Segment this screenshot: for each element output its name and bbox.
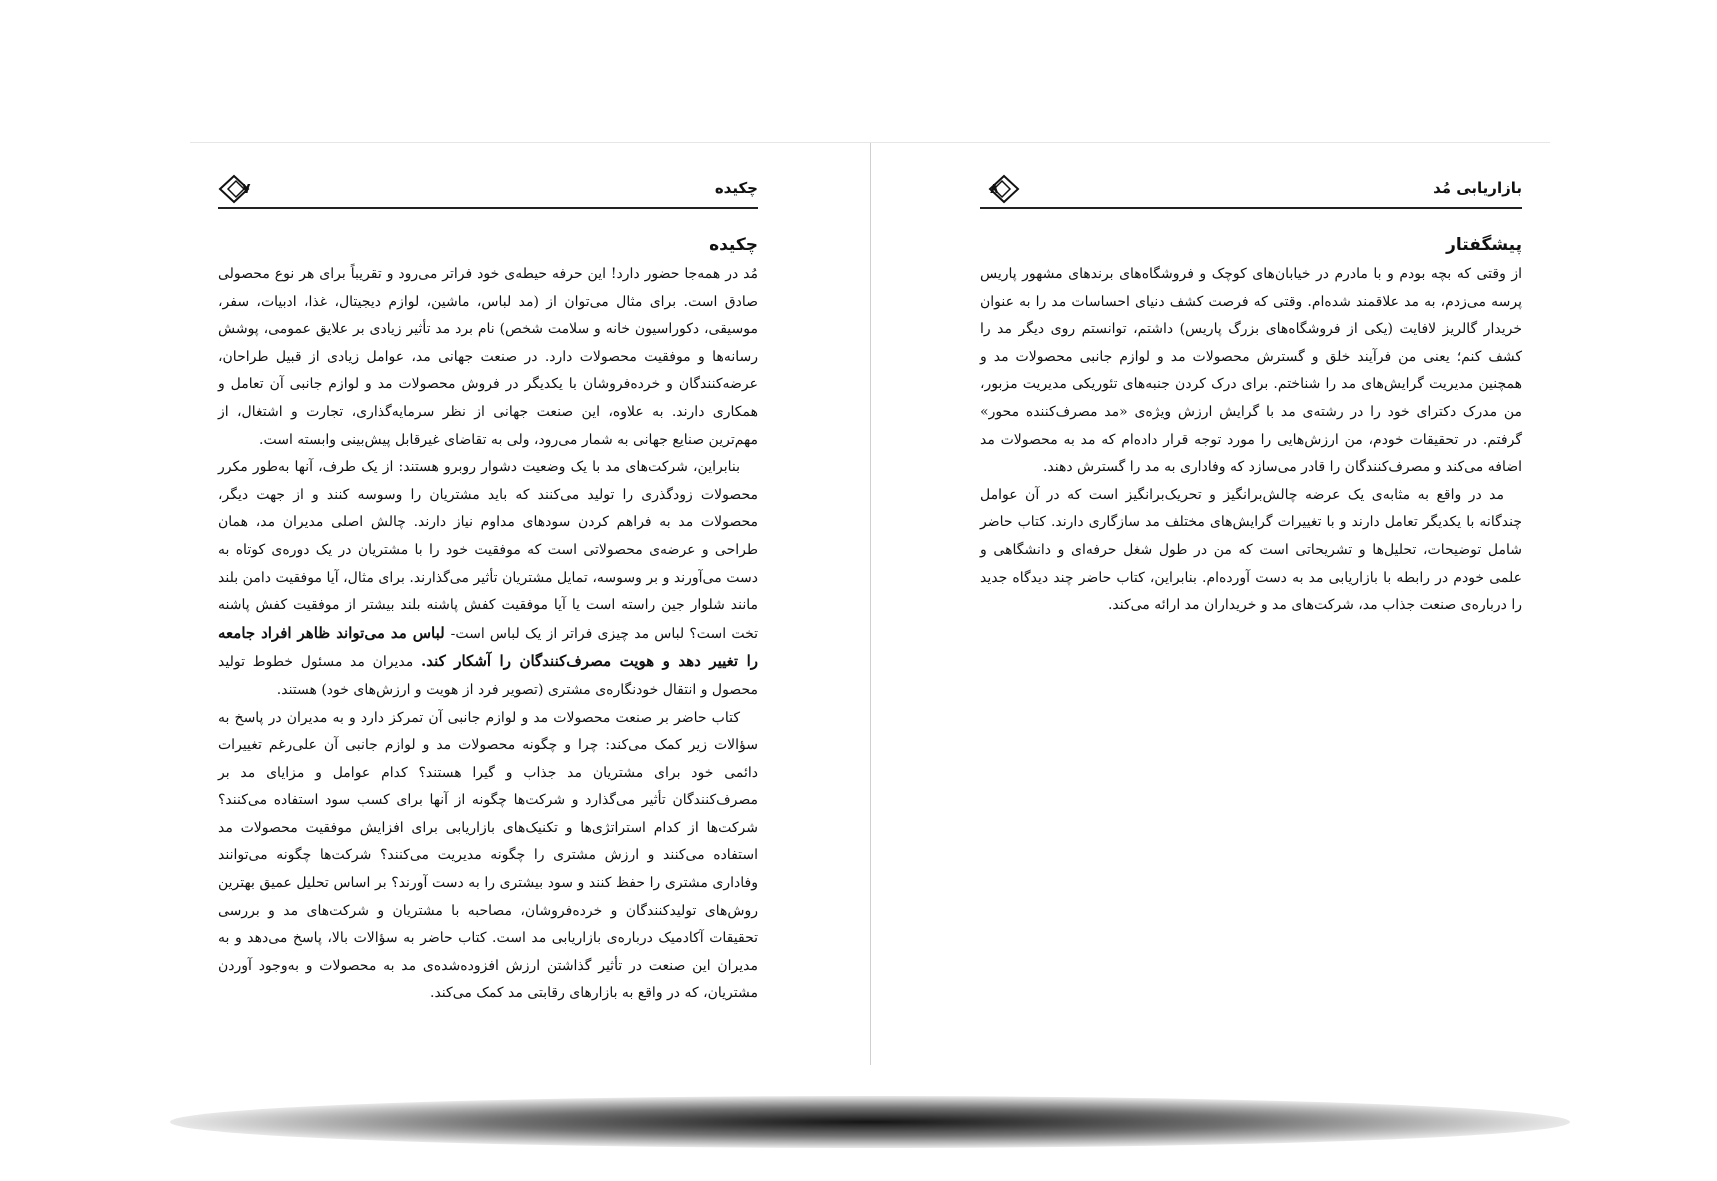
abstract-paragraph-2-end: مدیران مد مسئول خطوط تولید محصول و انتقال خودنگاره‌ی مشتری (تصویر فرد از هویت و ارزش‌های خود) هستند. — [218, 654, 758, 698]
book-shadow — [170, 1096, 1570, 1148]
right-folio — [980, 173, 1020, 205]
preface-paragraph-1: از وقتی که بچه بودم و با مادرم در خیابان‌های کوچک و فروشگاه‌های برندهای مشهور پاریس پرسه می‌زدم، به مد علاقمند شده‌ام. وقتی که فرصت کشف دنیای احساسات مد را به عنوان خریدار گالریز لافایت (یکی از فروشگاه‌های بزرگ پاریس) داشتم، توانستم روی دیگر مد را کشف کنم؛ یعنی من فرآیند خلق و گسترش محصولات مد و لوازم جانبی محصولات مد و همچنین مدیریت گرایش‌های مد را شناختم. برای درک کردن جنبه‌های تئوریکی مدیریت مزبور، من مدرک دکترای خود را در رشته‌ی مد با گرایش ارزش ویژه‌ی «مد مصرف‌کننده محور» گرفتم. در تحقیقات خودم، من ارزش‌هایی را مورد توجه قرار داده‌ام که مد به محصولات مد اضافه می‌کند و مصرف‌کنندگان را قادر می‌سازد که وفاداری به مد را گسترش دهند. — [980, 266, 1522, 476]
abstract-paragraph-3: کتاب حاضر بر صنعت محصولات مد و لوازم جانبی آن تمرکز دارد و به مدیران در پاسخ به سؤالات زیر کمک می‌کند: چرا و چگونه محصولات مد و لوازم جانبی آن علی‌رغم تغییرات دائمی خود برای مشتریان مد جذاب و گیرا هستند؟ کدام عوامل و مزایای مد بر مصرف‌کنندگان تأثیر می‌گذارد و شرکت‌ها چگونه از آنها برای کسب سود استفاده می‌کنند؟ شرکت‌ها از کدام استراتژی‌ها و تکنیک‌های بازاریابی برای افزایش موفقیت محصولات مد استفاده می‌کنند و ارزش مشتری را چگونه مدیریت می‌کنند؟ شرکت‌ها چگونه می‌توانند وفاداری مشتری را حفظ کنند و سود بیشتری را به دست آورند؟ بر اساس تحلیل عمیق بهترین روش‌های تولیدکنندگان و خرده‌فروشان، مصاحبه با مشتریان و شرکت‌های مد و بررسی تحقیقات آکادمیک درباره‌ی بازاریابی مد است. کتاب حاضر به سؤالات بالا، پاسخ می‌دهد و به مدیران این صنعت در تأثیر گذاشتن ارزش افزوده‌شده‌ی مد به محصولات و به‌وجود آوردن مشتریان، که در واقع به بازارهای رقابتی مد کمک می‌کند. — [218, 709, 758, 1002]
abstract-paragraph-2 — [218, 454, 758, 704]
left-running-title: چکیده — [714, 179, 758, 197]
abstract-paragraph-2-start: بنابراین، شرکت‌های مد با یک وضعیت دشوار روبرو هستند: از یک طرف، آنها به‌طور مکرر محصولات زودگذری را تولید می‌کنند که باید مشتریان را وسوسه کنند و از جهت دیگر، محصولات مد به فراهم کردن سودهای مداوم نیاز دارند. چالش اصلی مدیران مد، همان طراحی و عرضه‌ی محصولاتی است که موفقیت خود را با مشتریان در یک دوره‌ی کوتاه به دست می‌آورند و بر وسوسه، تمایل مشتریان تأثیر می‌گذارند. برای مثال، آیا موفقیت دامن بلند مانند شلوار جین راسته است یا آیا موفقیت کفش پاشنه بلند بیشتر از موفقیت کفش پاشنه تخت است؟ لباس مد چیزی فراتر از یک لباس است- — [218, 459, 759, 642]
preface-paragraph-2: مد در واقع به مثابه‌ی یک عرضه چالش‌برانگیز و تحریک‌برانگیز است که در آن عوامل چندگانه با یکدیگر تعامل دارند و با تغییرات گرایش‌های مختلف مد سازگاری دارند. کتاب حاضر شامل توضیحات، تحلیل‌ها و تشریحاتی است که من در طول شغل حرفه‌ای و دانشگاهی و علمی خودم در رابطه با بازاریابی مد به دست آورده‌ام. بنابراین، کتاب حاضر چند دیدگاه جدید را درباره‌ی صنعت جذاب مد، شرکت‌های مد و خریداران مد ارائه می‌کند. — [980, 486, 1522, 614]
preface-heading: پیشگفتار — [1446, 235, 1522, 255]
right-page-number: ۸ — [990, 181, 999, 197]
book-spread — [190, 142, 1550, 1065]
abstract-heading: چکیده — [709, 235, 758, 255]
folio-ornament-icon — [980, 173, 1020, 205]
left-page — [218, 173, 758, 1008]
left-folio — [218, 173, 258, 205]
abstract-paragraph-2-bold: لباس مد می‌تواند ظاهر افراد جامعه را تغییر دهد و هویت مصرف‌کنندگان را آشکار کند. — [218, 623, 758, 671]
right-running-title: بازاریابی مُد — [1433, 179, 1522, 197]
right-running-head — [980, 173, 1522, 209]
left-running-head — [218, 173, 758, 209]
folio-ornament-icon — [218, 173, 258, 205]
book-spine — [870, 143, 871, 1065]
right-page — [980, 173, 1522, 620]
abstract-paragraph-1: مُد در همه‌جا حضور دارد! این حرفه حیطه‌ی خود فراتر می‌رود و تقریباً برای هر نوع محصولی صادق است. برای مثال می‌توان از (مد لباس، ماشین، لوازم دیجیتال، غذا، ادبیات، سفر، موسیقی، دکوراسیون خانه و سلامت شخص) نام برد مد تأثیر زیادی بر علایق عمومی، پوشش رسانه‌ها و موفقیت محصولات دارد. در صنعت جهانی مد، عوامل زیادی از قبیل طراحان، عرضه‌کنندگان و خرده‌فروشان با یکدیگر در فروش محصولات مد و لوازم جانبی آن تعامل و همکاری دارند. به علاوه، این صنعت جهانی از نظر سرمایه‌گذاری، تجارت و اشتغال، از مهم‌ترین صنایع جهانی به شمار می‌رود، ولی به تقاضای غیرقابل پیش‌بینی وابسته است. — [218, 266, 758, 448]
left-page-number: ۷ — [242, 181, 251, 197]
